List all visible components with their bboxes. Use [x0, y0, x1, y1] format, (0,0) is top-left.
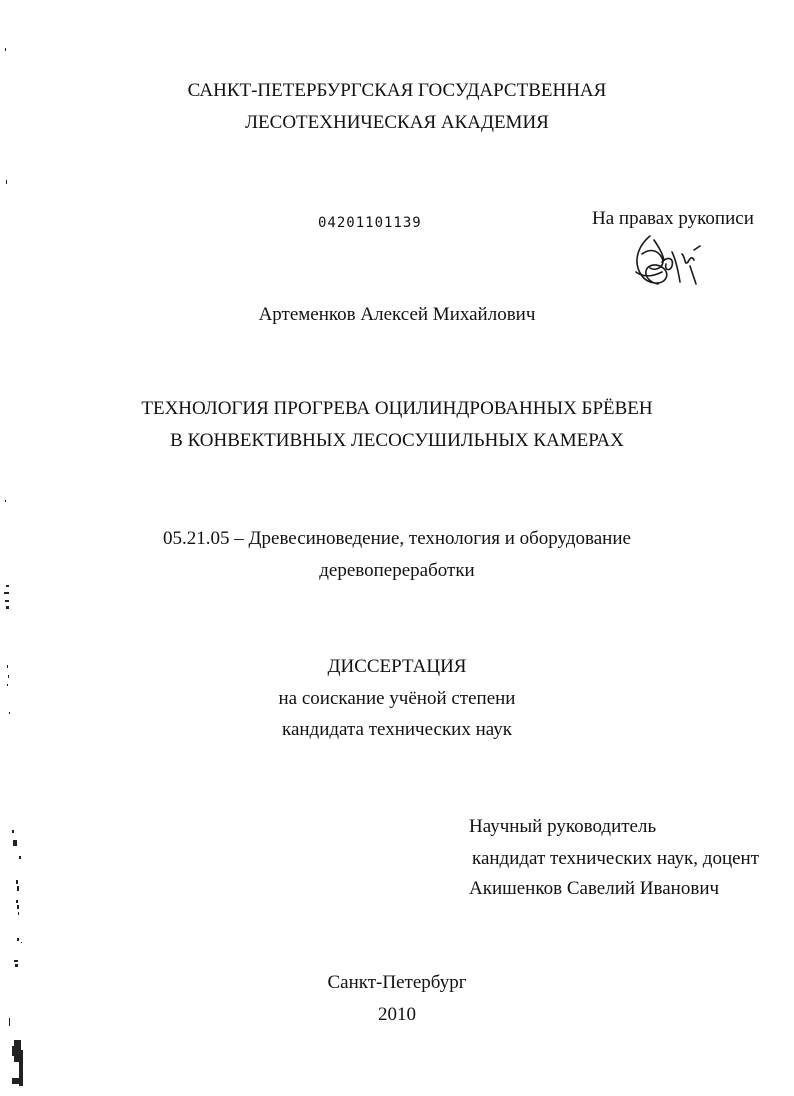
degree-purpose-line2: кандидата технических наук — [282, 719, 512, 740]
supervisor-degree: кандидат технических наук, доцент — [472, 848, 760, 869]
author-name: Артеменков Алексей Михайлович — [258, 304, 536, 325]
scan-margin-artifacts — [0, 0, 40, 1096]
degree-purpose-line1: на соискание учёной степени — [278, 688, 516, 709]
catalog-number: 04201101139 — [318, 215, 422, 231]
manuscript-rights-label: На правах рукописи — [592, 208, 754, 229]
city: Санкт-Петербург — [327, 972, 467, 993]
institution-name-line2: ЛЕСОТЕХНИЧЕСКАЯ АКАДЕМИЯ — [245, 112, 549, 133]
specialty-line1: 05.21.05 – Древесиноведение, технология и оборудование — [163, 528, 631, 549]
thesis-title-line1: ТЕХНОЛОГИЯ ПРОГРЕВА ОЦИЛИНДРОВАННЫХ БРЁВЕН — [141, 398, 653, 419]
author-signature — [628, 232, 706, 292]
supervisor-name: Акишенков Савелий Иванович — [469, 878, 720, 899]
supervisor-label: Научный руководитель — [469, 816, 657, 837]
thesis-title-line2: В КОНВЕКТИВНЫХ ЛЕСОСУШИЛЬНЫХ КАМЕРАХ — [170, 430, 624, 451]
document-type-heading: ДИССЕРТАЦИЯ — [327, 656, 467, 677]
year: 2010 — [378, 1004, 416, 1025]
specialty-line2: деревопереработки — [319, 560, 475, 581]
institution-name-line1: САНКТ-ПЕТЕРБУРГСКАЯ ГОСУДАРСТВЕННАЯ — [187, 80, 607, 101]
